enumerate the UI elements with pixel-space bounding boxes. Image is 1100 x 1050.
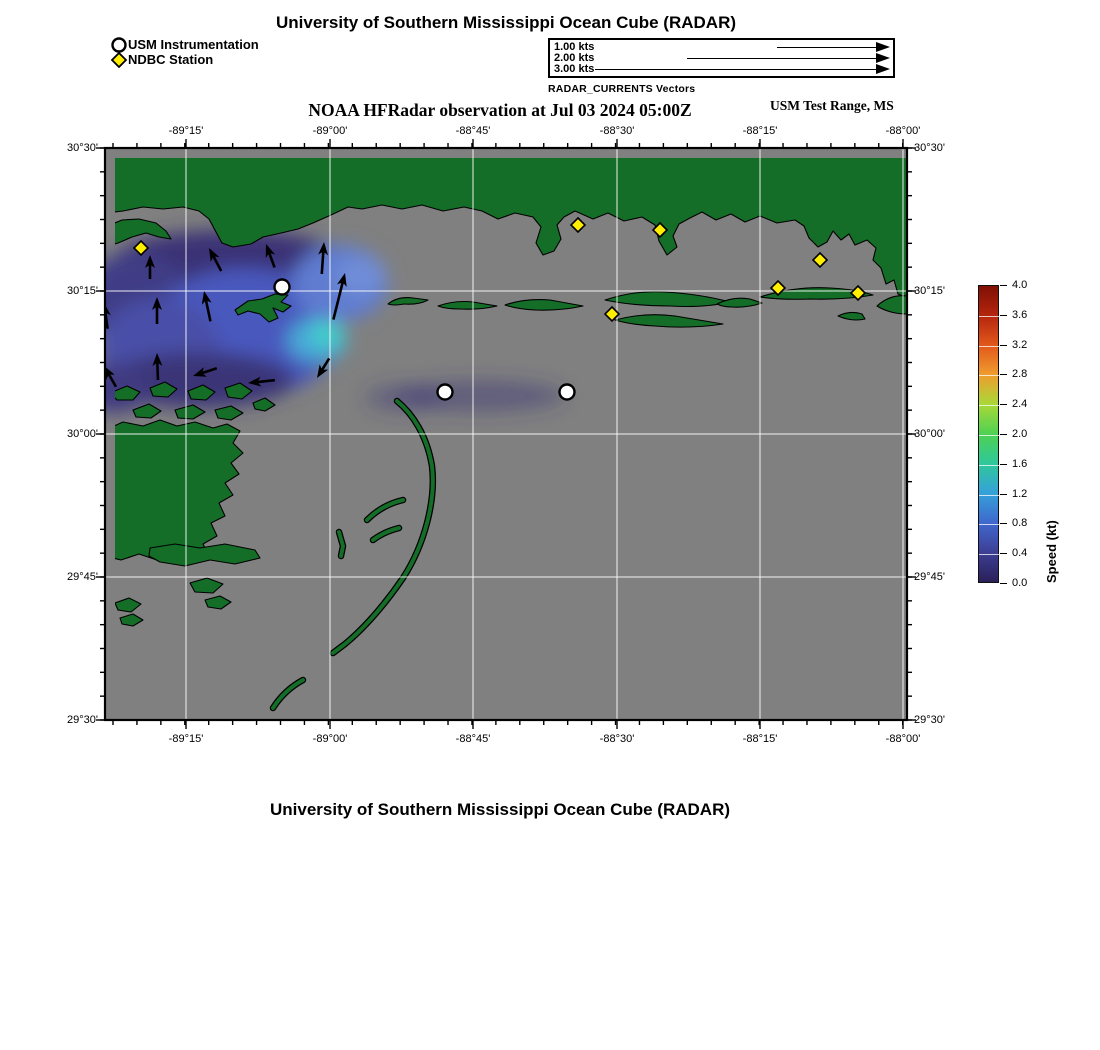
colorbar-tick-label: 0.8 xyxy=(1012,517,1028,530)
vector-scale-line xyxy=(687,58,877,59)
colorbar-tick xyxy=(1000,583,1007,584)
colorbar-tick xyxy=(1000,434,1007,435)
legend-row-ndbc xyxy=(110,52,259,67)
x-tick-label-bottom: -88°15' xyxy=(742,733,778,745)
y-tick-label-right: 29°45' xyxy=(914,571,945,583)
colorbar-tick xyxy=(1000,523,1007,524)
page-title-top: University of Southern Mississippi Ocean Cube (RADAR) xyxy=(275,13,737,32)
colorbar-tick xyxy=(1000,494,1007,495)
usm-station-marker xyxy=(275,280,290,295)
y-tick-label-left: 30°00' xyxy=(67,428,98,440)
test-range-label: USM Test Range, MS xyxy=(770,98,894,113)
colorbar-tick-label: 3.2 xyxy=(1012,338,1028,351)
x-tick-label-bottom: -88°00' xyxy=(885,733,921,745)
y-tick-label-left: 30°15' xyxy=(67,285,98,297)
legend-ndbc-label: NDBC Station xyxy=(128,52,214,67)
vector-scale-label: 2.00 kts xyxy=(554,52,595,64)
colorbar-tick-label: 2.4 xyxy=(1012,398,1028,411)
colorbar-level-line xyxy=(979,375,1000,376)
colorbar-level-line xyxy=(979,435,1000,436)
colorbar-level-line xyxy=(979,495,1000,496)
colorbar-tick xyxy=(1000,374,1007,375)
observation-subtitle: NOAA HFRadar observation at Jul 03 2024 05:00Z xyxy=(308,100,692,120)
y-tick-label-left: 29°30' xyxy=(67,714,98,726)
usm-station-marker xyxy=(560,385,575,400)
y-tick-label-right: 29°30' xyxy=(914,714,945,726)
y-tick-label-right: 30°30' xyxy=(914,142,945,154)
map-svg xyxy=(95,138,917,730)
y-tick-label-right: 30°15' xyxy=(914,285,945,297)
colorbar-tick-label: 4.0 xyxy=(1012,279,1028,291)
usm-circle-icon xyxy=(110,37,128,53)
colorbar-level-line xyxy=(979,316,1000,317)
map-legend xyxy=(110,37,259,67)
x-tick-label-bottom: -88°30' xyxy=(599,733,635,745)
map-plot xyxy=(95,138,917,730)
colorbar-level-line xyxy=(979,465,1000,466)
colorbar-tick-label: 2.8 xyxy=(1012,368,1028,381)
colorbar-tick xyxy=(1000,285,1007,286)
colorbar-level-line xyxy=(979,554,1000,555)
colorbar-tick-label: 1.2 xyxy=(1012,487,1028,500)
colorbar-tick xyxy=(1000,345,1007,346)
colorbar-tick-label: 2.0 xyxy=(1012,428,1028,440)
x-tick-label-top: -88°00' xyxy=(885,125,921,137)
x-tick-label-top: -88°15' xyxy=(742,125,778,137)
colorbar-tick-label: 1.6 xyxy=(1012,457,1028,470)
colorbar-tick xyxy=(1000,315,1007,316)
legend-row-usm xyxy=(110,37,259,52)
colorbar-tick xyxy=(1000,464,1007,465)
legend-usm-label: USM Instrumentation xyxy=(128,37,259,52)
colorbar-tick xyxy=(1000,553,1007,554)
colorbar-level-line xyxy=(979,405,1000,406)
colorbar-title: Speed (kt) xyxy=(1044,520,1059,583)
vector-arrowhead-icon xyxy=(876,53,890,63)
vector-arrowhead-icon xyxy=(876,42,890,52)
vector-scale-line xyxy=(777,47,877,48)
x-tick-label-top: -89°15' xyxy=(168,125,204,137)
vector-scale-caption: RADAR_CURRENTS Vectors xyxy=(548,83,696,95)
x-tick-label-bottom: -89°00' xyxy=(312,733,348,745)
colorbar-tick xyxy=(1000,404,1007,405)
x-tick-label-top: -88°30' xyxy=(599,125,635,137)
vector-arrowhead-icon xyxy=(876,64,890,74)
colorbar-tick-label: 0.0 xyxy=(1012,577,1028,589)
colorbar-level-line xyxy=(979,524,1000,525)
y-tick-label-right: 30°00' xyxy=(914,428,945,440)
y-tick-label-left: 29°45' xyxy=(67,571,98,583)
vector-scale-line xyxy=(595,69,877,70)
colorbar-tick-label: 3.6 xyxy=(1012,308,1028,321)
colorbar-gradient xyxy=(978,285,999,583)
vector-scale-label: 3.00 kts xyxy=(554,63,595,75)
x-tick-label-top: -89°00' xyxy=(312,125,348,137)
usm-station-marker xyxy=(438,385,453,400)
ndbc-diamond-icon xyxy=(110,52,128,68)
x-tick-label-bottom: -88°45' xyxy=(455,733,491,745)
x-tick-label-top: -88°45' xyxy=(455,125,491,137)
colorbar-level-line xyxy=(979,346,1000,347)
x-tick-label-bottom: -89°15' xyxy=(168,733,204,745)
colorbar-tick-label: 0.4 xyxy=(1012,547,1028,560)
vector-scale-row xyxy=(550,64,893,76)
colorbar xyxy=(978,279,1098,589)
vector-scale-box xyxy=(548,38,895,78)
y-tick-label-left: 30°30' xyxy=(67,142,98,154)
vector-scale-label: 1.00 kts xyxy=(554,41,595,53)
page-title-bottom: University of Southern Mississippi Ocean Cube (RADAR) xyxy=(269,800,731,819)
